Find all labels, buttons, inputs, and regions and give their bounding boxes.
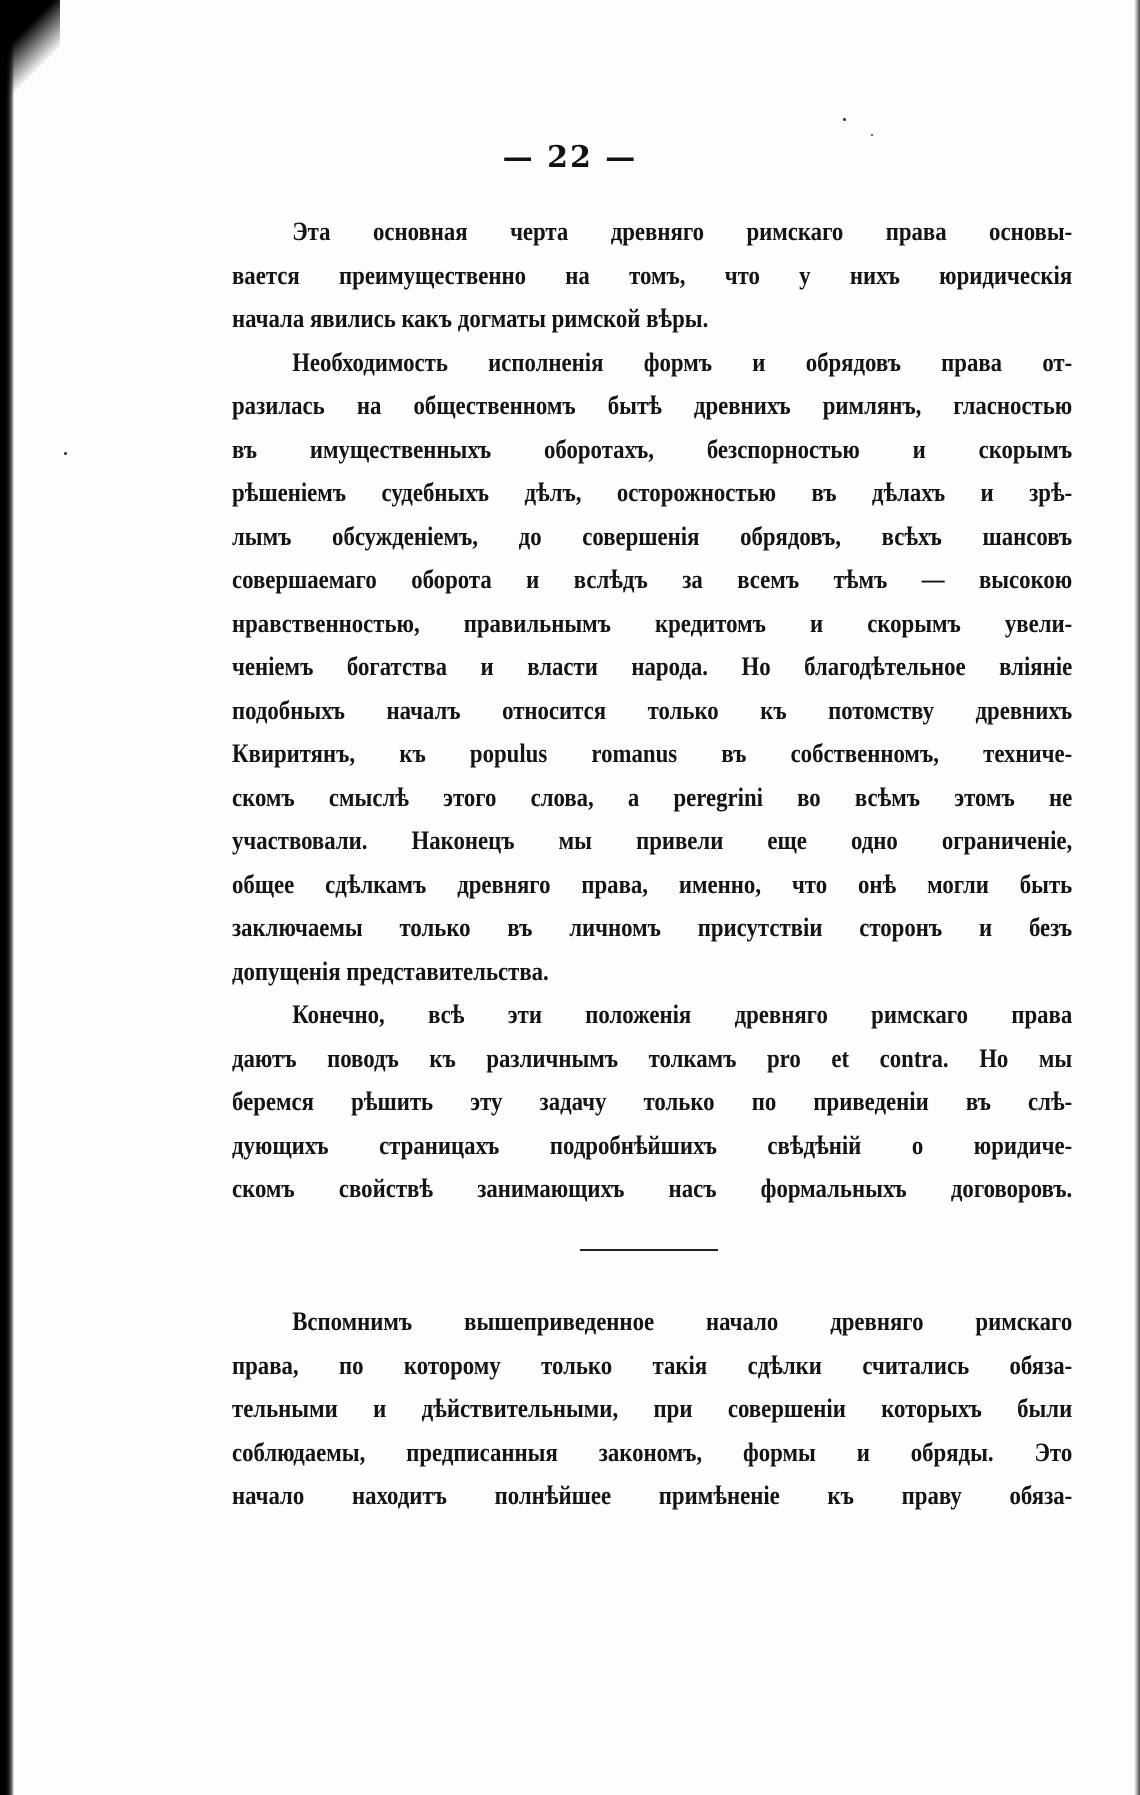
scan-speck	[843, 118, 846, 121]
text-line: разилась на общественномъ бытѣ древнихъ римлянъ, гласностью	[232, 390, 1073, 420]
scan-speck	[64, 452, 67, 455]
text-line: рѣшеніемъ судебныхъ дѣлъ, осторожностью въ дѣлахъ и зрѣ-	[232, 477, 1073, 507]
text-line: тельными и дѣйствительными, при совершеніи которыхъ были	[232, 1393, 1073, 1423]
text-line: соблюдаемы, предписанныя закономъ, формы и обряды. Это	[232, 1436, 1073, 1467]
text-line: беремся рѣшить эту задачу только по приведеніи въ слѣ-	[232, 1086, 1073, 1116]
page-right-edge	[1134, 0, 1140, 1795]
text-line: даютъ поводъ къ различнымъ толкамъ pro et contra. Но мы	[232, 1042, 1073, 1073]
page-number: — 22 —	[502, 140, 638, 175]
text-line: скомъ свойствѣ занимающихъ насъ формальныхъ договоровъ.	[232, 1173, 1073, 1203]
section-separator-rule	[580, 1249, 718, 1251]
text-line: лымъ обсужденіемъ, до совершенія обрядовъ, всѣхъ шансовъ	[232, 520, 1073, 551]
text-line: Квиритянъ, къ populus romanus въ собственномъ, техниче-	[232, 738, 1073, 768]
text-line: нравственностью, правильнымъ кредитомъ и скорымъ увели-	[232, 607, 1073, 638]
text-line: общее сдѣлкамъ древняго права, именно, что онѣ могли быть	[232, 868, 1073, 899]
page-corner-shadow	[0, 0, 60, 120]
text-line: скомъ смыслѣ этого слова, а peregrini во всѣмъ этомъ не	[232, 781, 1073, 812]
text-line: начало находитъ полнѣйшее примѣненіе къ праву обяза-	[232, 1480, 1073, 1510]
text-line: права, по которому только такія сдѣлки считались обяза-	[232, 1349, 1073, 1380]
text-line: совершаемаго оборота и вслѣдъ за всемъ тѣмъ — высокою	[232, 564, 1073, 594]
text-line: подобныхъ началъ относится только къ потомству древнихъ	[232, 694, 1073, 725]
text-line: вается преимущественно на томъ, что у нихъ юридическія	[232, 259, 1073, 290]
scan-speck	[871, 134, 873, 136]
paragraph-block-2	[232, 1300, 1073, 1518]
paragraph-block-1	[232, 210, 1073, 1211]
text-line: въ имущественныхъ оборотахъ, безспорностью и скорымъ	[232, 433, 1073, 464]
text-line: допущенія представительства.	[232, 955, 549, 986]
text-line: Конечно, всѣ эти положенія древняго римскаго права	[292, 999, 1073, 1029]
text-line: дующихъ страницахъ подробнѣйшихъ свѣдѣній о юридиче-	[232, 1129, 1073, 1160]
text-line: заключаемы только въ личномъ присутствіи сторонъ и безъ	[232, 912, 1073, 942]
text-line: Эта основная черта древняго римскаго права основы-	[292, 216, 1073, 246]
text-line: Необходимость исполненія формъ и обрядовъ права от-	[292, 346, 1073, 377]
text-line: Вспомнимъ вышеприведенное начало древняго римскаго	[292, 1306, 1073, 1336]
text-line: ченіемъ богатства и власти народа. Но благодѣтельное вліяніе	[232, 651, 1073, 681]
text-line: участвовали. Наконецъ мы привели еще одно ограниченіе,	[232, 825, 1073, 855]
text-line: начала явились какъ догматы римской вѣры.	[232, 303, 709, 333]
page-binding-edge	[0, 0, 14, 1795]
